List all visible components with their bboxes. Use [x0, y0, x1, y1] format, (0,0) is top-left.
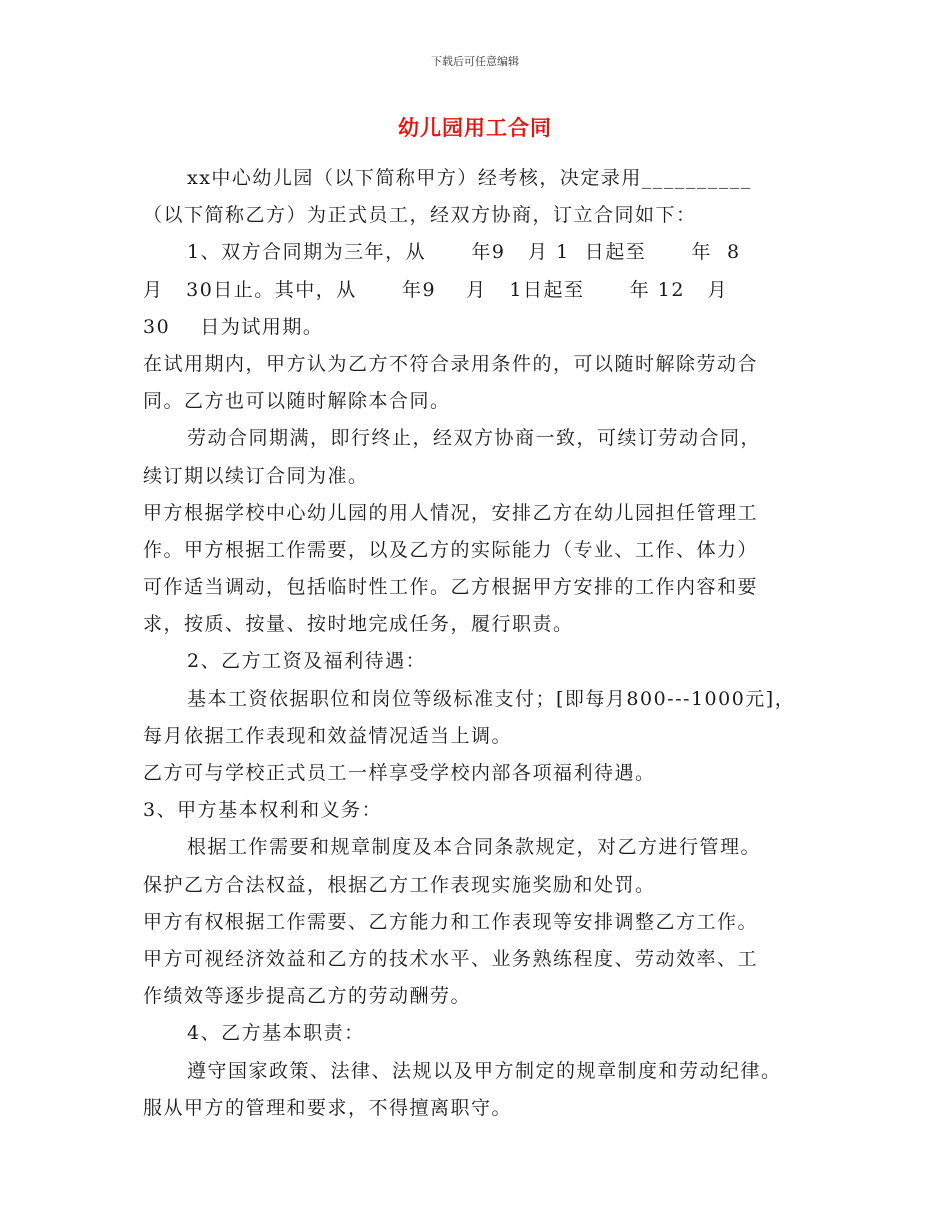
- text-line: 4、乙方基本职责：: [187, 1022, 365, 1045]
- text-line: 续订期以续订合同为准。: [143, 464, 369, 487]
- text-line: 月 30日止。其中，从 年9 月 1日起至 年 12 月: [143, 278, 729, 301]
- text-line: 1、双方合同期为三年，从 年9 月 1 日起至 年 8: [187, 241, 741, 264]
- text-line: 保护乙方合法权益，根据乙方工作表现实施奖励和处罚。: [143, 873, 656, 896]
- text-line: 劳动合同期满，即行终止，经双方协商一致，可续订劳动合同，: [187, 427, 762, 450]
- text-line: 遵守国家政策、法律、法规以及甲方制定的规章制度和劳动纪律。: [187, 1059, 782, 1082]
- document-title: 幼儿园用工合同: [398, 116, 552, 140]
- document-body: [143, 160, 818, 1127]
- text-line: 根据工作需要和规章制度及本合同条款规定，对乙方进行管理。: [187, 836, 762, 859]
- text-line: 同。乙方也可以随时解除本合同。: [143, 390, 451, 413]
- text-line: 作。甲方根据工作需要，以及乙方的实际能力（专业、工作、体力）: [143, 538, 759, 561]
- text-line: 甲方有权根据工作需要、乙方能力和工作表现等安排调整乙方工作。: [143, 910, 759, 933]
- text-line: 乙方可与学校正式员工一样享受学校内部各项福利待遇。: [143, 762, 656, 784]
- text-line: 2、乙方工资及福利待遇：: [187, 650, 427, 673]
- text-line: 30 日为试用期。: [143, 315, 324, 338]
- header-note: 下载后可任意编辑: [431, 55, 519, 68]
- text-line: 在试用期内，甲方认为乙方不符合录用条件的，可以随时解除劳动合: [143, 352, 759, 375]
- text-line: 甲方根据学校中心幼儿园的用人情况，安排乙方在幼儿园担任管理工: [143, 501, 759, 524]
- text-line: 作绩效等逐步提高乙方的劳动酬劳。: [143, 985, 472, 1008]
- text-line: 可作适当调动，包括临时性工作。乙方根据甲方安排的工作内容和要: [143, 576, 759, 599]
- text-line: 服从甲方的管理和要求，不得擅离职守。: [143, 1096, 513, 1119]
- text-line: 每月依据工作表现和效益情况适当上调。: [143, 724, 513, 747]
- text-line: 求，按质、按量、按时地完成任务，履行职责。: [143, 613, 574, 636]
- text-line: 3、甲方基本权利和义务：: [143, 799, 383, 822]
- text-line: xx中心幼儿园（以下简称甲方）经考核，决定录用__________: [187, 167, 752, 189]
- text-line: 基本工资依据职位和岗位等级标准支付；[即每月800---1000元]，: [187, 687, 796, 710]
- text-line: 甲方可视经济效益和乙方的技术水平、业务熟练程度、劳动效率、工: [143, 947, 759, 970]
- text-line: （以下简称乙方）为正式员工，经双方协商，订立合同如下：: [143, 204, 697, 227]
